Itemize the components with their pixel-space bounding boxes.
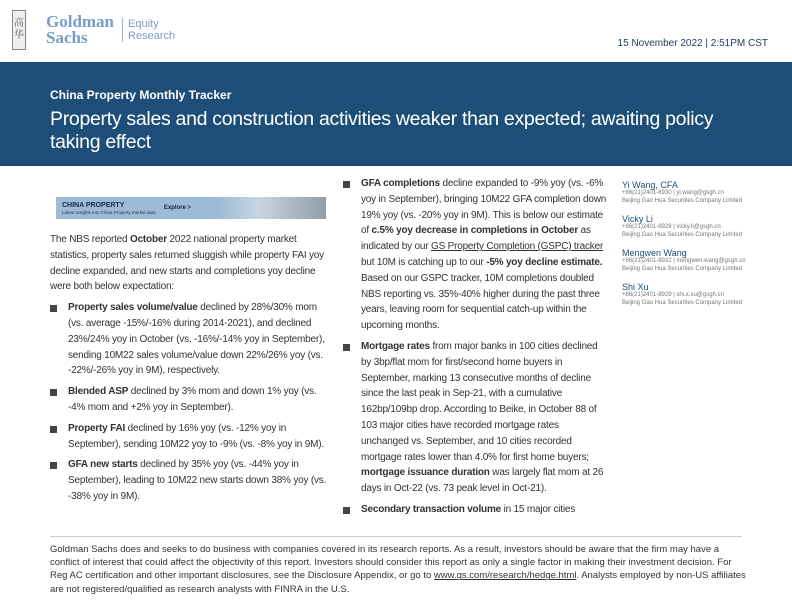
list-item	[50, 421, 332, 453]
analyst-contact[interactable]: +86(21)2401-8930 | yi.wang@gsgh.cn	[622, 190, 724, 196]
analyst-card	[622, 282, 792, 307]
bullet-heading: Property FAI	[68, 422, 126, 434]
bullet-text: as indicated by our	[361, 225, 591, 253]
intro-bold: October	[129, 234, 167, 245]
bullet-text: declined by 16% yoy (vs. -12% yoy in September), sending 10M22 yoy to -9% (vs. -8% yoy in 9M).	[68, 422, 324, 450]
bullet-text: Based on our GSPC tracker, 10M completions doubled NBS reporting vs. 35%-40% higher during the past three years, leaving room for sequential catch-up within the upcoming months.	[361, 272, 600, 332]
list-item	[50, 457, 332, 504]
analyst-firm: Beijing Gao Hua Securities Company Limited	[622, 197, 743, 204]
disclosure-text: Goldman Sachs does and seeks to do business with companies covered in its research reports. As a result, investors should be aware that the firm may have a conflict of interest that could affect the objectivity of this report. Investors should consider this report as only a single factor in making their investment decision. For Reg AC certification and other important disclosures, see the Disclosure Appendix, or go to	[50, 544, 732, 582]
bullet-text: was largely flat mom at 26 days in Oct-22 (vs. 73 peak level in Oct-21).	[361, 467, 604, 495]
disclosure-footer	[50, 543, 750, 596]
list-item	[343, 339, 607, 497]
analyst-name: Vicky Li	[622, 214, 653, 224]
bullet-heading: GFA completions	[361, 178, 440, 189]
middle-column	[343, 176, 607, 518]
page-title: Property sales and construction activities weaker than expected; awaiting policy taking effect	[50, 108, 714, 153]
report-series: China Property Monthly Tracker	[50, 88, 232, 102]
list-item	[343, 502, 607, 518]
bullet-heading: Property sales volume/value	[68, 302, 198, 314]
gspc-tracker-link[interactable]: GS Property Completion (GSPC) tracker	[430, 241, 604, 253]
division-line1: Equity	[128, 18, 159, 30]
explore-link[interactable]: Explore >	[163, 205, 191, 211]
bullet-heading: Mortgage rates	[361, 340, 430, 352]
analyst-contact[interactable]: +86(21)2401-8932 | mengwen.wang@gsgh.cn	[622, 258, 746, 264]
analyst-contact[interactable]: +86(21)2401-8928 | vicky.li@gsgh.cn	[622, 224, 721, 230]
intro-paragraph	[50, 232, 332, 295]
footer-divider	[50, 536, 742, 537]
disclosure-link[interactable]: www.gs.com/research/hedge.html	[433, 570, 577, 582]
banner-subtitle: Latest Insights into China Property market data	[62, 209, 156, 215]
bullet-text: in 15 major cities	[501, 503, 576, 515]
brand-line2: Sachs	[46, 28, 88, 47]
analyst-firm: Beijing Gao Hua Securities Company Limited	[622, 265, 743, 272]
analyst-name: Yi Wang, CFA	[622, 180, 678, 190]
analyst-firm: Beijing Gao Hua Securities Company Limited	[622, 231, 743, 238]
bullet-emphasis: c.5% yoy decrease in completions in October	[371, 225, 579, 237]
bullet-heading: Blended ASP	[68, 386, 129, 398]
division-name	[122, 18, 175, 42]
intro-text: 2022 national property market statistics, property sales returned sluggish while property FAI yoy decline expanded, and new starts and completions yoy decline were both below expectation:	[50, 234, 324, 293]
analyst-firm: Beijing Gao Hua Securities Company Limited	[622, 299, 743, 306]
division-line2: Research	[128, 30, 176, 42]
banner-text	[62, 201, 156, 216]
analyst-contact[interactable]: +86(21)2401-8929 | shi.x.xu@gsgh.cn	[622, 292, 724, 298]
report-date: 15 November 2022 | 2:51PM CST	[617, 38, 768, 49]
gao-hua-seal-icon: 高 华	[12, 10, 26, 50]
banner-title: CHINA PROPERTY	[62, 201, 125, 209]
goldman-sachs-logo	[12, 10, 175, 50]
bullet-heading: GFA new starts	[68, 459, 138, 471]
analyst-card	[622, 248, 792, 273]
left-column	[50, 232, 332, 505]
bullet-text: decline expanded to -9% yoy (vs. -6% yoy in September), bringing 10M22 GFA completion down 19% yoy (vs. -20% yoy in 9M). This is below our estimate of	[361, 178, 607, 237]
intro-text: The NBS reported	[50, 234, 130, 245]
list-item	[50, 300, 332, 379]
analyst-name: Mengwen Wang	[622, 248, 687, 258]
bullet-text: from major banks in 100 cities declined by 3bp/flat mom for first/second home buyers in September, marking 13 consecutive months of decline since the last peak in Sep-21, with a cumulative 162bp/109bp drop. According to Beike, in October 88 of 103 major cities have recorded mortgage rates unchanged vs. September, and 10 cities recorded mortgage rates lower than 4.0% for first home buyers;	[361, 340, 598, 463]
china-property-banner[interactable]	[56, 197, 326, 219]
bullet-text: but 10M is catching up to our	[361, 256, 487, 268]
analyst-card	[622, 214, 792, 239]
title-band	[0, 62, 792, 166]
brand-line1: Goldman	[46, 12, 115, 31]
disclosure-text: . Analysts employed by non-US affiliates are not registered/qualified as research analysts with FINRA in the U.S.	[50, 570, 746, 595]
list-item	[343, 176, 607, 334]
analyst-name: Shi Xu	[622, 282, 649, 292]
bullet-emphasis: mortgage issuance duration	[361, 467, 490, 479]
analyst-list	[622, 180, 792, 316]
bullet-text: declined by 3% mom and down 1% yoy (vs. -4% mom and +2% yoy in September).	[68, 386, 317, 413]
bullet-text: declined by 28%/30% mom (vs. average -15%/-16% during 2014-2021), and declined 23%/24% yoy in October (vs. -16%/-14% yoy in September), sending 10M22 sales volume/value down 22%/26% yoy (vs. -22%/-26% yoy in 9M), respectively.	[68, 302, 325, 377]
bullet-heading: Secondary transaction volume	[361, 503, 502, 515]
bullet-text: declined by 35% yoy (vs. -44% yoy in September), leading to 10M22 new starts down 38% yoy (vs. -38% yoy in 9M).	[68, 459, 327, 502]
analyst-card	[622, 180, 792, 205]
brand-name	[46, 14, 114, 46]
list-item	[50, 384, 332, 416]
bullet-emphasis: -5% yoy decline estimate.	[486, 256, 603, 268]
